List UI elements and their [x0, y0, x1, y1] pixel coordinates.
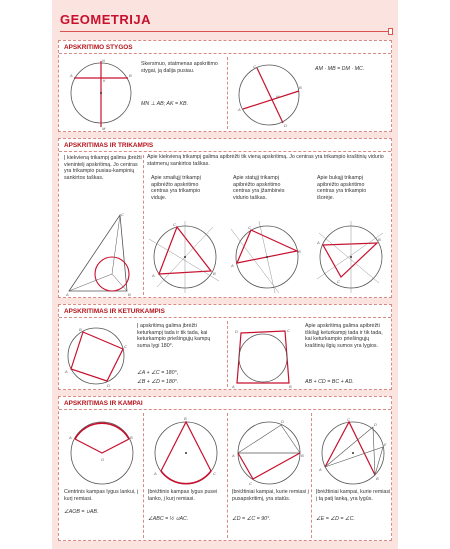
inscribed-angle-text: Įbrėžtinis kampas lygus pusei lanko, į kurį remiasi. — [148, 489, 218, 502]
svg-text:O: O — [101, 457, 105, 462]
cyclic-formula-b: ∠B + ∠D = 180°. — [137, 379, 179, 385]
svg-text:M: M — [276, 94, 280, 99]
svg-text:B: B — [289, 384, 292, 389]
cyclic-formula-a: ∠A + ∠C = 180°, — [137, 370, 179, 376]
obtuse-text: Apie bukąjį trikampį apibrėžto apskritimo centras yra trikampio išorėje. — [317, 175, 367, 201]
inscribed-angle-figure — [149, 415, 223, 487]
svg-text:C: C — [124, 344, 127, 349]
svg-text:A: A — [238, 107, 241, 112]
section-angles — [58, 396, 392, 541]
semicircle-angle-formula: ∠D = ∠C = 90°. — [232, 516, 271, 522]
column-divider — [143, 155, 144, 295]
obtuse-triangle-figure — [313, 219, 389, 295]
svg-text:D: D — [374, 422, 377, 427]
equal-angles-formula: ∠E = ∠D = ∠C. — [316, 516, 355, 522]
svg-text:D: D — [107, 383, 110, 388]
svg-text:B: B — [184, 416, 187, 421]
incircle-text: Į kiekvieną trikampį galima įbrėžti vienintelį apskritimą. Jo centras yra trikampio pusiau-kampinių sankirtos taškas. — [64, 155, 142, 181]
heading-divider — [59, 53, 391, 54]
svg-text:M: M — [102, 126, 106, 131]
title-rule — [60, 31, 393, 32]
svg-text:B: B — [376, 476, 379, 481]
svg-text:A: A — [65, 369, 68, 374]
svg-text:A: A — [231, 263, 234, 268]
svg-text:D: D — [281, 419, 284, 424]
column-divider — [143, 413, 144, 538]
section-chords — [58, 40, 392, 132]
intersecting-chords-figure — [235, 61, 303, 129]
acute-text: Apie smailųjį trikampį apibrėžto apskritimo centras yra trikampio viduje. — [151, 175, 201, 201]
chords-formula: MN ⊥ AB; AK = KB. — [141, 101, 189, 107]
svg-text:C: C — [121, 212, 124, 217]
column-divider — [227, 321, 228, 387]
chord-diameter-figure — [65, 57, 137, 131]
acute-triangle-figure — [147, 219, 223, 295]
column-divider — [311, 413, 312, 538]
section-heading: APSKRITIMAS IR KETURKAMPIS — [64, 308, 165, 315]
svg-text:B: B — [129, 73, 132, 78]
svg-text:A: A — [70, 73, 73, 78]
svg-text:B: B — [130, 435, 133, 440]
svg-text:B: B — [298, 249, 301, 254]
tangential-quadrilateral-figure — [231, 327, 295, 389]
svg-text:B: B — [79, 327, 82, 332]
inscribed-circle-figure — [65, 211, 141, 297]
svg-text:C: C — [248, 225, 251, 230]
tangential-text: Apie apskritimą galima apibrėžti iškiląjį keturkampį tada ir tik tada, kai keturkampio priešingųjų kraštinių ilgių sumos yra lygios. — [305, 323, 383, 349]
svg-text:C: C — [287, 328, 290, 333]
svg-text:C: C — [253, 64, 256, 69]
section-heading: APSKRITIMAS IR TRIKAMPIS — [64, 142, 154, 149]
right-text: Apie statųjį trikampį apibrėžto apskritimo centras yra įžambinės vidurio taškas. — [233, 175, 285, 201]
heading-divider — [59, 409, 391, 410]
svg-text:A: A — [152, 273, 155, 278]
svg-text:A: A — [154, 471, 157, 476]
svg-text:C: C — [337, 279, 340, 284]
svg-text:A: A — [232, 453, 235, 458]
svg-text:C: C — [173, 222, 176, 227]
svg-text:D: D — [235, 329, 238, 334]
svg-text:A: A — [69, 435, 72, 440]
circumcircle-text: Apie kiekvieną trikampį galima apibrėžti tik vieną apskritimą. Jo centras yra trikampio kraštinių vidurio statmenų sankirtos taškas. — [147, 154, 384, 167]
svg-text:B: B — [301, 453, 304, 458]
equal-angles-figure — [315, 415, 391, 487]
column-divider — [227, 57, 228, 129]
section-heading: APSKRITIMO STYGOS — [64, 44, 133, 51]
svg-text:C: C — [249, 481, 252, 486]
cyclic-text: Į apskritimą galima įbrėžti keturkampį tada ir tik tada, kai keturkampio priešingųjų kampų suma lygi 180°. — [137, 323, 211, 349]
svg-text:B: B — [128, 292, 131, 297]
svg-text:A: A — [66, 292, 69, 297]
chords-formula-2: AM · MB = DM · MC. — [315, 66, 365, 72]
svg-text:A: A — [317, 240, 320, 245]
svg-text:B: B — [299, 85, 302, 90]
central-angle-formula: ∠AOB = ∪AB. — [64, 509, 99, 515]
semicircle-angle-text: Įbrėžtiniai kampai, kurie remiasi į pusapskritimį, yra statūs. — [232, 489, 309, 502]
svg-text:B: B — [378, 237, 381, 242]
svg-text:K: K — [103, 78, 106, 83]
cyclic-quadrilateral-figure — [63, 323, 129, 389]
section-triangle — [58, 138, 392, 298]
column-divider — [227, 413, 228, 538]
svg-text:E: E — [384, 442, 387, 447]
title-marker — [388, 28, 393, 35]
svg-text:C: C — [347, 417, 350, 422]
svg-text:B: B — [213, 271, 216, 276]
equal-angles-text: Įbrėžtiniai kampai, kurie remiasi į tą patį lanką, yra lygūs. — [316, 489, 391, 502]
chords-text: Skersmuo, statmenas apskritimo stygai, ją dalija pusiau. — [141, 61, 218, 74]
svg-text:D: D — [284, 123, 287, 128]
tangential-formula: AB + CD = BC + AD. — [305, 379, 354, 385]
central-angle-text: Centrinis kampas lygus lankui, į kurį remiasi. — [64, 489, 139, 502]
svg-text:N: N — [102, 58, 105, 63]
svg-text:A: A — [319, 467, 322, 472]
svg-text:C: C — [213, 471, 216, 476]
heading-divider — [59, 151, 391, 152]
semicircle-angle-figure — [231, 415, 307, 487]
svg-text:A: A — [232, 384, 235, 389]
heading-divider — [59, 317, 391, 318]
central-angle-figure — [65, 415, 139, 487]
section-quadrilateral — [58, 304, 392, 390]
page-title: GEOMETRIJA — [60, 12, 151, 27]
inscribed-angle-formula: ∠ABC = ½ ∪AC. — [148, 516, 189, 522]
section-heading: APSKRITIMAS IR KAMPAI — [64, 400, 143, 407]
right-triangle-figure — [229, 219, 305, 295]
